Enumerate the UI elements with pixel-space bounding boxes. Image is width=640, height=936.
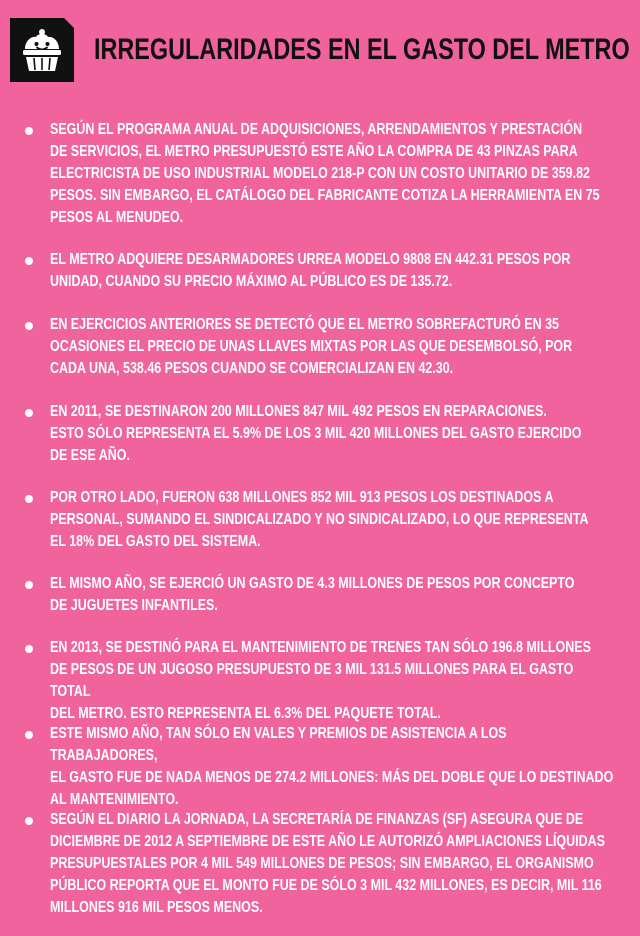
list-item-text: POR OTRO LADO, FUERON 638 MILLONES 852 MIL 913 PESOS LOS DESTINADOS A PERSONAL, SUMANDO EL SINDICALIZADO Y NO SINDICALIZADO, LO QUE REPRESENTA EL 18% DEL GASTO DEL SISTEMA. bbox=[50, 489, 589, 550]
list-item bbox=[0, 119, 640, 249]
list-item-text: EN 2011, SE DESTINARON 200 MILLONES 847 MIL 492 PESOS EN REPARACIONES. ESTO SÓLO REPRESENTA EL 5.9% DE LOS 3 MIL 420 MILLONES DEL GASTO EJERCIDO DE ESE AÑO. bbox=[50, 403, 582, 464]
bullet-icon bbox=[25, 322, 33, 330]
list-item bbox=[0, 401, 640, 487]
page-title: IRREGULARIDADES EN EL GASTO DEL METRO bbox=[94, 33, 630, 66]
list-item-text: EN EJERCICIOS ANTERIORES SE DETECTÓ QUE EL METRO SOBREFACTURÓ EN 35 OCASIONES EL PRECIO DE UNAS LLAVES MIXTAS POR LAS QUE DESEMBOLSÓ, POR CADA UNA, 538.46 PESOS CUANDO SE COMERCIALIZAN EN 42.30. bbox=[50, 316, 573, 377]
list-item bbox=[0, 637, 640, 723]
bullet-icon bbox=[25, 581, 33, 589]
bullet-icon bbox=[25, 495, 33, 503]
list-item bbox=[0, 723, 640, 809]
cupcake-icon bbox=[10, 18, 74, 82]
list-item bbox=[0, 487, 640, 573]
list-item-text: EL MISMO AÑO, SE EJERCIÓ UN GASTO DE 4.3 MILLONES DE PESOS POR CONCEPTO DE JUGUETES INFANTILES. bbox=[50, 575, 575, 614]
header bbox=[10, 18, 630, 84]
list-item bbox=[0, 314, 640, 401]
bullet-icon bbox=[25, 817, 33, 825]
list-item-text: SEGÚN EL PROGRAMA ANUAL DE ADQUISICIONES, ARRENDAMIENTOS Y PRESTACIÓN DE SERVICIOS, EL METRO PRESUPUESTÓ ESTE AÑO LA COMPRA DE 43 PINZAS PARA ELECTRICISTA DE USO INDUSTRIAL MODELO 218-P CON UN COSTO UNITARIO DE 359.82 PESOS. SIN EMBARGO, EL CATÁLOGO DEL FABRICANTE COTIZA LA HERRAMIENTA EN 75 PESOS AL MENUDEO. bbox=[50, 121, 600, 226]
bullet-icon bbox=[25, 731, 33, 739]
list-item-text: EL METRO ADQUIERE DESARMADORES URREA MODELO 9808 EN 442.31 PESOS POR UNIDAD, CUANDO SU PRECIO MÁXIMO AL PÚBLICO ES DE 135.72. bbox=[50, 251, 571, 290]
logo bbox=[10, 18, 74, 82]
bullet-icon bbox=[25, 127, 33, 135]
bullet-icon bbox=[25, 257, 33, 265]
bullet-icon bbox=[25, 409, 33, 417]
list-item-text: EN 2013, SE DESTINÓ PARA EL MANTENIMIENTO DE TRENES TAN SÓLO 196.8 MILLONES DE PESOS DE UN JUGOSO PRESUPUESTO DE 3 MIL 131.5 MILLONES PARA EL GASTO TOTAL DEL METRO. ESTO REPRESENTA EL 6.3% DEL PAQUETE TOTAL. bbox=[50, 639, 591, 722]
bullet-icon bbox=[25, 645, 33, 653]
list-item bbox=[0, 809, 640, 919]
list-item bbox=[0, 573, 640, 637]
list-item-text: SEGÚN EL DIARIO LA JORNADA, LA SECRETARÍA DE FINANZAS (SF) ASEGURA QUE DE DICIEMBRE DE 2012 A SEPTIEMBRE DE ESTE AÑO LE AUTORIZÓ AMPLIACIONES LÍQUIDAS PRESUPUESTALES POR 4 MIL 549 MILLONES DE PESOS; SIN EMBARGO, EL ORGANISMO PÚBLICO REPORTA QUE EL MONTO FUE DE SÓLO 3 MIL 432 MILLONES, ES DECIR, MIL 116 MILLONES 916 MIL PESOS MENOS. bbox=[50, 811, 605, 916]
list-item-text: ESTE MISMO AÑO, TAN SÓLO EN VALES Y PREMIOS DE ASISTENCIA A LOS TRABAJADORES, EL GASTO FUE DE NADA MENOS DE 274.2 MILLONES: MÁS DEL DOBLE QUE LO DESTINADO AL MANTENIMIENTO. bbox=[50, 725, 614, 808]
list-item bbox=[0, 249, 640, 314]
bullet-list bbox=[0, 119, 640, 919]
